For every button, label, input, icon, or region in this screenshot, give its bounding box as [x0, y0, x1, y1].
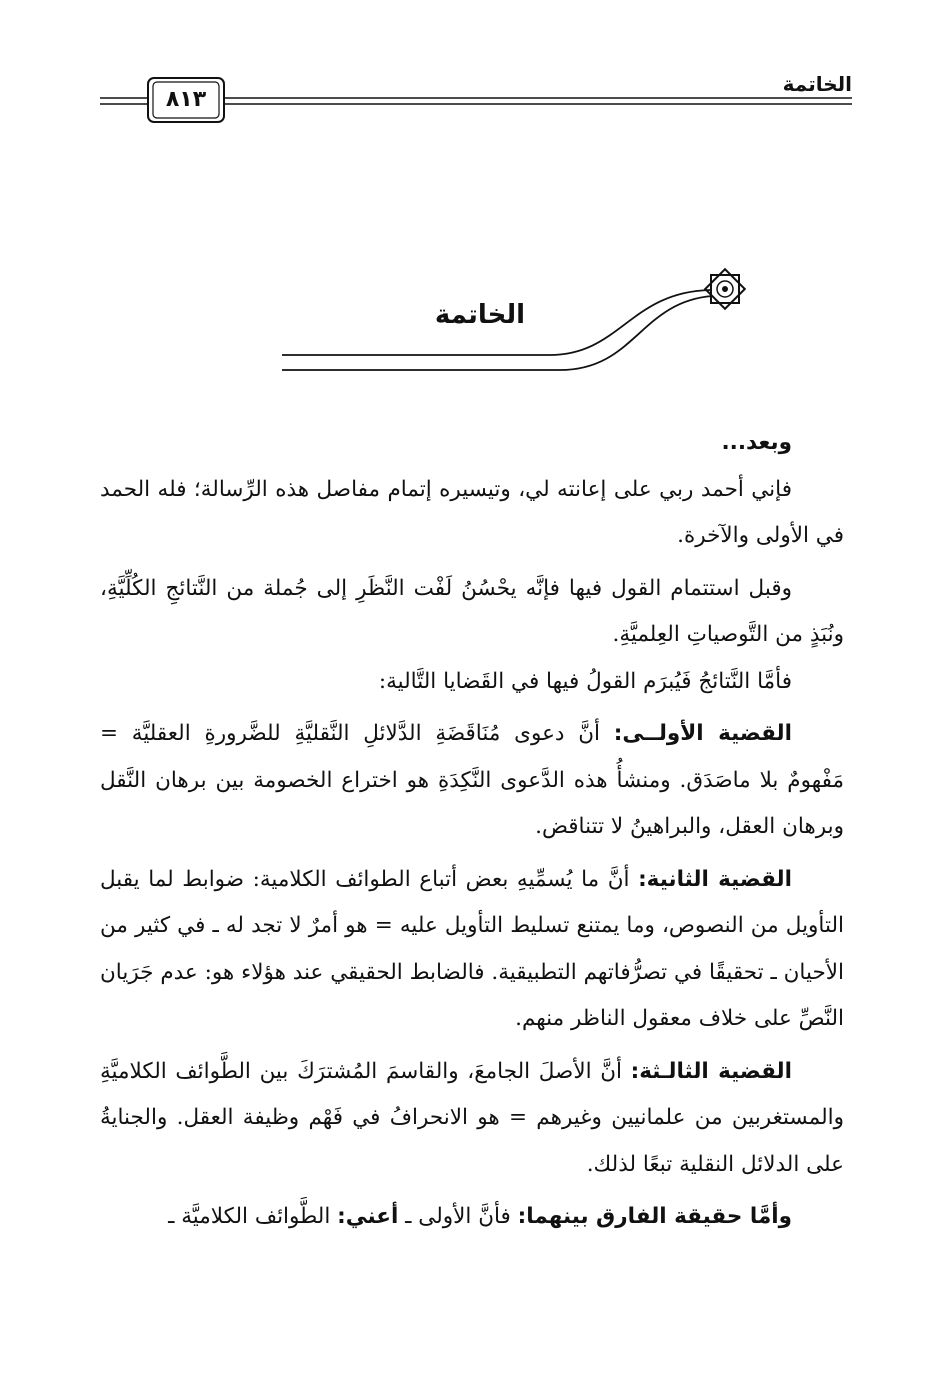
difference-label: وأمَّا حقيقة الفارق بينهما: [517, 1204, 792, 1229]
difference-emphasis: أعني: [337, 1204, 399, 1229]
difference-text-1: فأنَّ الأولى ـ [398, 1204, 518, 1229]
paragraph-issue-3 [100, 1049, 844, 1189]
salutation: وبعد... [721, 430, 792, 455]
paragraph-intro: فإني أحمد ربي على إعانته لي، وتيسيره إتمام مفاصل هذه الرِّسالة؛ فله الحمد في الأولى والآخرة. [100, 476, 844, 548]
chapter-title: الخاتمة [434, 300, 526, 330]
paragraph-issue-1 [100, 711, 844, 851]
issue-2-text: أنَّ ما يُسمِّيهِ بعض أتباع الطوائف الكلامية: ضوابط لما يقبل التأويل من النصوص، وما يمتنع تسليط التأويل عليه = هو أمرٌ لا تجد له ـ في كثير من الأحيان ـ تحقيقًا في تصرُّفاتهم التطبيقية. فالضابط الحقيقي عند هؤلاء هو: عدم جَرَيان النَّصِّ على خلاف معقول الناظر منهم. [100, 866, 844, 1031]
paragraph-difference [100, 1194, 844, 1241]
eight-point-star-ornament-icon [705, 269, 745, 309]
paragraph-results-lead: فأمَّا النَّتائجُ فَيُبرَم القولُ فيها في القَضايا التَّالية: [378, 668, 792, 694]
page-number: ٨١٣ [165, 87, 207, 112]
paragraph-issue-2 [100, 857, 844, 1043]
paragraph-preface: وقبل استتمام القول فيها فإنَّه يحْسُنُ لَفْت النَّظَرِ إلى جُملة من النَّتائجِ الكُلِّيَّةِ، ونُبَذٍ من التَّوصياتِ العِلميَّةِ. [100, 575, 844, 647]
difference-text-2: الطَّوائف الكلاميَّة ـ [168, 1204, 338, 1229]
issue-1-text: أنَّ دعوى مُنَاقَضَةِ الدَّلائلِ النَّقليَّةِ للضَّرورةِ العقليَّة = مَفْهومٌ بلا ماصَدَق. ومنشأُ هذه الدَّعوى النَّكِدَةِ هو اختراع الخصومة بين برهان النَّقل وبرهان العقل، والبراهينُ لا تتناقض. [100, 721, 844, 839]
issue-3-label: القضية الثالـثة: [630, 1058, 792, 1084]
issue-2-label: القضية الثانية: [638, 866, 792, 892]
body-text [100, 420, 844, 1241]
running-title: الخاتمة [782, 72, 852, 96]
issue-1-label: القضية الأولــى: [613, 721, 793, 746]
page-header [100, 60, 852, 140]
issue-3-text: أنَّ الأصلَ الجامعَ، والقاسمَ المُشترَكَ بين الطَّوائف الكلاميَّةِ والمستغربين من علمانيين وغيرهم = هو الانحرافُ في فَهْم وظيفة العقل. والجنايةُ على الدلائل النقلية تبعًا لذلك. [100, 1058, 844, 1177]
